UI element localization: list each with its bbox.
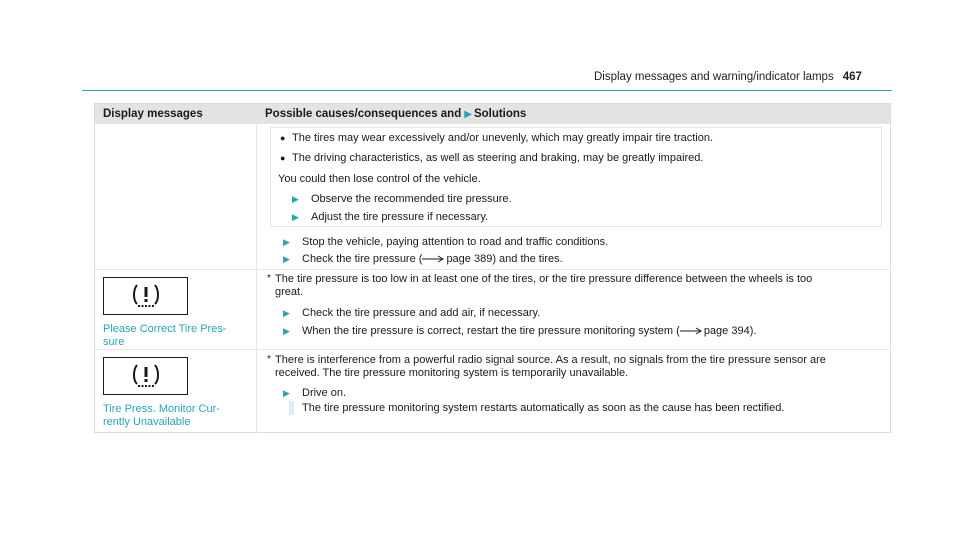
row2-step-2 xyxy=(302,324,756,338)
message-tire-monitor-unavailable-line1: Tire Press. Monitor Cur- xyxy=(103,403,220,415)
running-header xyxy=(594,71,875,89)
row1-step-1: Stop the vehicle, paying attention to road and traffic conditions. xyxy=(302,236,609,248)
row-divider xyxy=(95,269,890,270)
play-arrow-icon: ▶ xyxy=(292,212,299,222)
message-please-correct-tire-pressure-line2: sure xyxy=(103,336,125,348)
play-arrow-icon: ▶ xyxy=(283,237,290,247)
bullet-dot-icon: ● xyxy=(280,133,286,143)
row2-step-2-text-b: page 394). xyxy=(703,325,757,337)
column-header-solutions-label: Solutions xyxy=(473,108,527,120)
row1-inner-step-1: Observe the recommended tire pressure. xyxy=(311,193,512,205)
play-arrow-icon: ▶ xyxy=(292,194,299,204)
play-arrow-icon: ▶ xyxy=(283,254,290,264)
row1-bullet-2: The driving characteristics, as well as steering and braking, may be greatly impaired. xyxy=(292,152,704,164)
play-arrow-icon: ▶ xyxy=(464,109,472,120)
page-number: 467 xyxy=(842,71,862,83)
page-reference-arrow-icon xyxy=(680,327,704,335)
row2-cause-line1: The tire pressure is too low in at least one of the tires, or the tire pressure difference between the wheels is too xyxy=(275,273,813,285)
display-messages-table xyxy=(94,103,891,433)
row3-step-1-note: The tire pressure monitoring system restarts automatically as soon as the cause has been rectified. xyxy=(302,402,785,414)
column-header-causes-label: Possible causes/consequences and xyxy=(265,108,462,120)
table-header-row xyxy=(95,104,890,124)
play-arrow-icon: ▶ xyxy=(283,308,290,318)
row3-step-1: Drive on. xyxy=(302,387,347,399)
row1-step-2 xyxy=(302,252,563,266)
column-divider xyxy=(256,124,257,433)
play-arrow-icon: ▶ xyxy=(283,326,290,336)
row1-step-2-text-a: Check the tire pressure ( xyxy=(302,253,423,265)
tire-pressure-warning-icon xyxy=(103,357,188,395)
message-please-correct-tire-pressure-line1: Please Correct Tire Pres- xyxy=(103,323,227,335)
message-tire-monitor-unavailable-line2: rently Unavailable xyxy=(103,416,191,428)
column-header-display-messages: Display messages xyxy=(103,108,203,120)
row1-inner-step-2: Adjust the tire pressure if necessary. xyxy=(311,211,489,223)
row1-bullet-1: The tires may wear excessively and/or unevenly, which may greatly impair tire traction. xyxy=(292,132,714,144)
row2-cause-line2: great. xyxy=(275,286,304,298)
header-divider xyxy=(82,90,892,91)
page-reference-arrow-icon xyxy=(422,255,446,263)
asterisk-marker: * xyxy=(267,273,271,284)
row1-note: You could then lose control of the vehicle. xyxy=(278,173,481,185)
row-divider xyxy=(95,349,890,350)
play-arrow-icon: ▶ xyxy=(283,388,290,398)
note-indicator-bar xyxy=(289,401,294,415)
row3-cause-line2: received. The tire pressure monitoring system is temporarily unavailable. xyxy=(275,367,629,379)
running-header-title: Display messages and warning/indicator lamps xyxy=(594,71,834,83)
tire-pressure-warning-icon xyxy=(103,277,188,315)
row2-step-1: Check the tire pressure and add air, if necessary. xyxy=(302,307,541,319)
asterisk-marker: * xyxy=(267,354,271,365)
row2-step-2-text-a: When the tire pressure is correct, restart the tire pressure monitoring system ( xyxy=(302,325,680,337)
row1-step-2-text-b: page 389) and the tires. xyxy=(446,253,563,265)
bullet-dot-icon: ● xyxy=(280,153,286,163)
column-header-causes-solutions xyxy=(265,108,526,120)
row3-cause-line1: There is interference from a powerful radio signal source. As a result, no signals from the tire pressure sensor are xyxy=(275,354,826,366)
